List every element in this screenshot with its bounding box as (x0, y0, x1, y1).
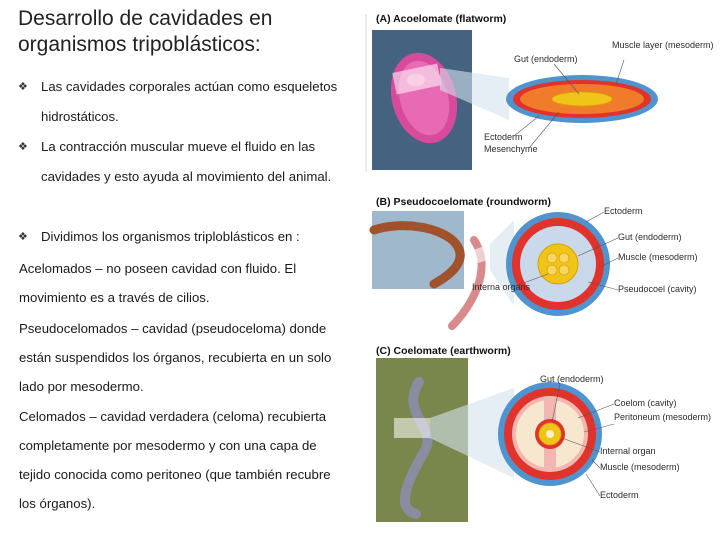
label-gut: Gut (endoderm) (618, 232, 682, 242)
label-mesenchyme: Mesenchyme (484, 144, 538, 154)
label-ectoderm: Ectoderm (600, 490, 639, 500)
bullet-item (18, 72, 348, 132)
label-coelom: Coelom (cavity) (614, 398, 677, 408)
label-pseudocoel: Pseudocoel (cavity) (618, 284, 697, 294)
bullet-icon: ❖ (18, 81, 28, 93)
group-acelomados (19, 254, 351, 312)
cross-section-marker (394, 418, 430, 438)
group-term: Celomados (19, 409, 86, 424)
group-description: – cavidad (pseudoceloma) donde están suspendidos los órganos, recubierta en un solo lado por mesodermo. (19, 321, 332, 394)
bullet-text: La contracción muscular mueve el fluido en las cavidades y esto ayuda al movimiento del animal. (41, 139, 332, 184)
label-internal-organ: Internal organ (600, 446, 656, 456)
panel-acoelomate (366, 13, 714, 172)
panel-pseudocoelomate (372, 196, 698, 326)
label-muscle: Muscle (mesoderm) (618, 252, 698, 262)
gut-endoderm (552, 92, 612, 106)
gut-endoderm (538, 244, 578, 284)
label-peritoneum: Peritoneum (mesoderm) (614, 412, 712, 422)
panel-coelomate (376, 345, 711, 522)
bullet-item (18, 222, 348, 252)
body-cavity-figure (364, 8, 716, 534)
label-gut: Gut (endoderm) (514, 54, 578, 64)
label-gut: Gut (endoderm) (540, 374, 604, 384)
bullet-text: Dividimos los organismos triploblásticos en : (41, 229, 300, 244)
bullet-icon: ❖ (18, 141, 28, 153)
group-description: – no poseen cavidad con fluido. El movimiento es a través de cilios. (19, 261, 297, 305)
group-pseudocelomados (19, 314, 351, 401)
panel-c-heading: (C) Coelomate (earthworm) (376, 345, 511, 357)
label-internal-organs: Interna organs (472, 282, 531, 292)
bullet-icon: ❖ (18, 231, 28, 243)
bullet-item (18, 132, 348, 192)
label-ectoderm: Ectoderm (484, 132, 523, 142)
slide-title: Desarrollo de cavidades en organismos tripoblásticos: (18, 7, 273, 56)
group-celomados (19, 402, 351, 518)
bullet-text: Las cavidades corporales actúan como esqueletos hidrostáticos. (41, 79, 338, 124)
group-description: – cavidad verdadera (celoma) recubierta completamente por mesodermo y con una capa de tejido conocida como peritoneo (que también recubre los órganos). (19, 409, 331, 511)
group-term: Pseudocelomados (19, 321, 128, 336)
label-muscle: Muscle (mesoderm) (600, 462, 680, 472)
label-muscle-layer: Muscle layer (mesoderm) (612, 40, 714, 50)
panel-b-heading: (B) Pseudocoelomate (roundworm) (376, 196, 552, 208)
label-ectoderm: Ectoderm (604, 206, 643, 216)
group-term: Acelomados (19, 261, 92, 276)
panel-a-heading: (A) Acoelomate (flatworm) (376, 13, 507, 25)
